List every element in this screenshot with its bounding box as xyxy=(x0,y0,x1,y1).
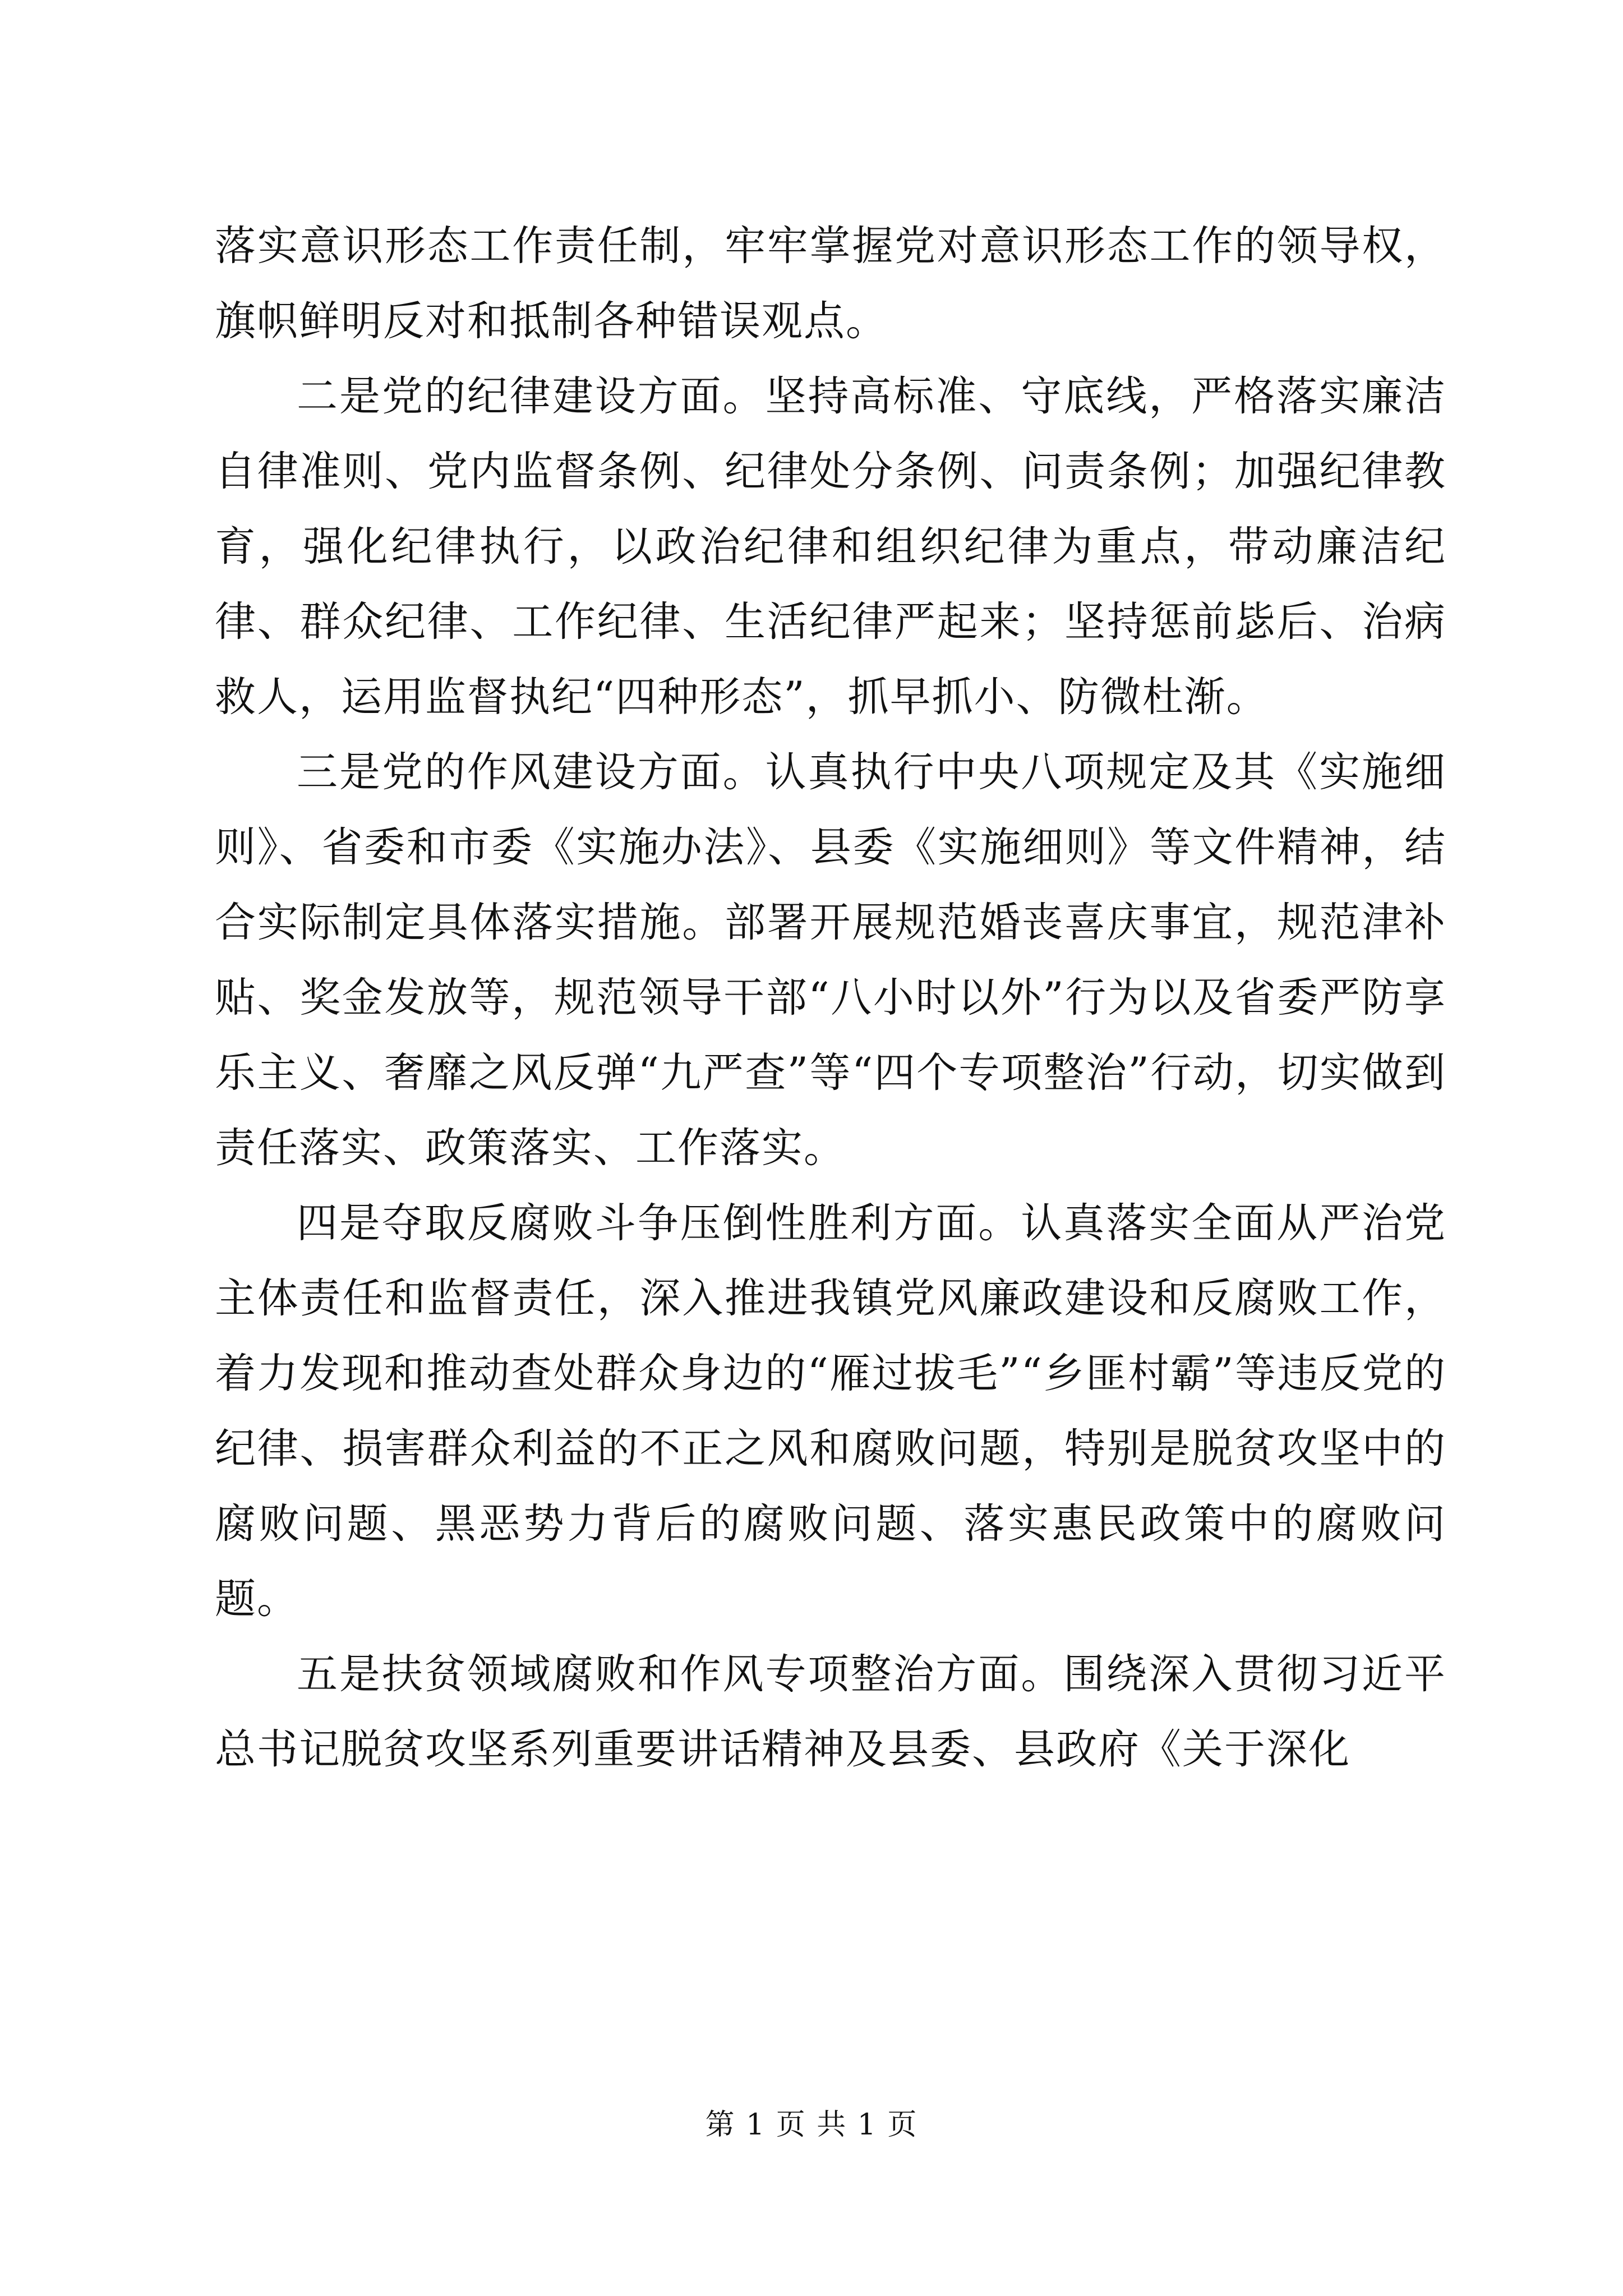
paragraph-poverty-alleviation: 五是扶贫领域腐败和作风专项整治方面。围绕深入贯彻习近平总书记脱贫攻坚系列重要讲话精神及县委、县政府《关于深化 xyxy=(215,1650,1446,1773)
document-body xyxy=(215,209,1446,1787)
paragraph-anti-corruption: 四是夺取反腐败斗争压倒性胜利方面。认真落实全面从严治党主体责任和监督责任，深入推进我镇党风廉政建设和反腐败工作，着力发现和推动查处群众身边的“雁过拔毛”“乡匪村霸”等违反党的纪律、损害群众利益的不正之风和腐败问题，特别是脱贫攻坚中的腐败问题、黑恶势力背后的腐败问题、落实惠民政策中的腐败问题。 xyxy=(215,1199,1446,1623)
paragraph-continued: 落实意识形态工作责任制，牢牢掌握党对意识形态工作的领导权，旗帜鲜明反对和抵制各种错误观点。 xyxy=(215,222,1446,345)
page-footer: 第 1 页 共 1 页 xyxy=(705,2108,918,2142)
paragraph-work-style: 三是党的作风建设方面。认真执行中央八项规定及其《实施细则》、省委和市委《实施办法》、县委《实施细则》等文件精神，结合实际制定具体落实措施。部署开展规范婚丧喜庆事宜，规范津补贴、奖金发放等，规范领导干部“八小时以外”行为以及省委严防享乐主义、奢靡之风反弹“九严查”等“四个专项整治”行动，切实做到责任落实、政策落实、工作落实。 xyxy=(215,748,1446,1172)
paragraph-discipline: 二是党的纪律建设方面。坚持高标准、守底线，严格落实廉洁自律准则、党内监督条例、纪律处分条例、问责条例；加强纪律教育，强化纪律执行，以政治纪律和组织纪律为重点，带动廉洁纪律、群众纪律、工作纪律、生活纪律严起来；坚持惩前毖后、治病救人，运用监督执纪“四种形态”，抓早抓小、防微杜渐。 xyxy=(215,372,1446,721)
